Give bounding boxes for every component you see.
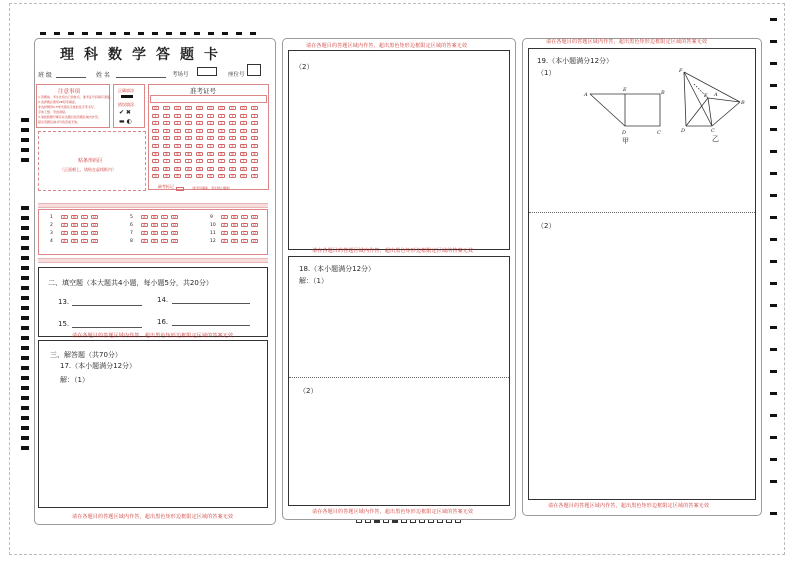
solve-heading: 三、解答题（共70分）	[50, 351, 122, 359]
jia-label-d: D	[622, 130, 627, 136]
jia-label-a: A	[584, 92, 588, 98]
choice-option-bubble[interactable]: C	[161, 215, 168, 219]
warning-right-bottom: 请在各题目的答题区域内作答，超出黑色矩形边框限定区域的答案无效	[548, 503, 710, 509]
choice-row	[130, 213, 178, 221]
ticket-digit-bubble[interactable]: 6	[240, 152, 247, 156]
yi-label-a: A	[714, 92, 718, 98]
q19-divider	[529, 212, 755, 213]
choice-option-bubble[interactable]: A	[141, 231, 148, 235]
choice-option-bubble[interactable]: D	[251, 231, 258, 235]
ticket-digit-bubble[interactable]: 1	[196, 114, 203, 118]
ticket-digit-bubble[interactable]: 3	[240, 129, 247, 133]
ticket-digit-bubble[interactable]: 7	[152, 159, 159, 163]
ticket-digit-bubble[interactable]: 8	[196, 167, 203, 171]
choice-option-bubble[interactable]: A	[61, 231, 68, 235]
ticket-digit-bubble[interactable]: 3	[229, 129, 236, 133]
ticket-digit-bubble[interactable]: 2	[251, 121, 258, 125]
choice-number: 1	[50, 214, 53, 220]
ticket-digit-bubble[interactable]: 0	[152, 106, 159, 110]
choice-option-bubble[interactable]: C	[241, 231, 248, 235]
ticket-digit-bubble[interactable]: 9	[251, 174, 258, 178]
choice-option-bubble[interactable]: A	[61, 215, 68, 219]
ticket-title: 准考证号	[190, 87, 216, 95]
ticket-digit-bubble[interactable]: 7	[229, 159, 236, 163]
class-field[interactable]	[56, 77, 86, 78]
choice-option-bubble[interactable]: C	[241, 223, 248, 227]
choice-number: 6	[130, 222, 133, 228]
seat-no-box[interactable]	[247, 64, 261, 76]
ticket-digit-bubble[interactable]: 9	[240, 174, 247, 178]
correct-fill-mark	[121, 95, 133, 98]
mid-part2-label: （2）	[295, 63, 314, 71]
page-title: 理科数学答题卡	[60, 47, 228, 63]
choice-option-bubble[interactable]: C	[161, 231, 168, 235]
choice-option-bubble[interactable]: B	[71, 215, 78, 219]
ticket-digit-bubble[interactable]: 9	[163, 174, 170, 178]
choice-number: 8	[130, 238, 133, 244]
choice-group-2	[130, 213, 178, 245]
ticket-digit-bubble[interactable]: 1	[207, 114, 214, 118]
choice-option-bubble[interactable]: B	[231, 231, 238, 235]
absent-note: （监考员填涂，考生禁止填涂）	[190, 186, 233, 190]
ticket-digit-bubble[interactable]: 8	[185, 167, 192, 171]
figure-yi-label: 乙	[712, 135, 719, 143]
ticket-digit-bubble[interactable]: 4	[207, 136, 214, 140]
choice-option-bubble[interactable]: D	[91, 239, 98, 243]
notes-line-4: 字体工整，笔迹清楚。	[38, 110, 69, 114]
choice-row	[130, 237, 178, 245]
ticket-digit-bubble[interactable]: 9	[207, 174, 214, 178]
ticket-digit-bubble[interactable]: 8	[152, 167, 159, 171]
ticket-digit-bubble[interactable]: 5	[207, 144, 214, 148]
choice-option-bubble[interactable]: A	[61, 223, 68, 227]
jia-label-c: C	[657, 130, 661, 136]
choice-row	[130, 221, 178, 229]
ticket-digit-bubble[interactable]: 7	[240, 159, 247, 163]
choice-row	[130, 229, 178, 237]
ticket-digit-bubble[interactable]: 0	[240, 106, 247, 110]
ticket-digit-bubble[interactable]: 0	[207, 106, 214, 110]
choice-row	[210, 221, 258, 229]
warning-mid-top: 请在各题目的答题区域内作答，超出黑色矩形边框限定区域的答案无效	[306, 43, 468, 49]
wrong-fill-icons-2: ▬ ◐	[119, 118, 132, 125]
notes-line-1: 1.答题前，考生先将自己的姓名、准考证号码填写清楚。	[38, 95, 113, 99]
ticket-digit-bubble[interactable]: 7	[163, 159, 170, 163]
ticket-digit-bubble[interactable]: 7	[185, 159, 192, 163]
choice-row	[50, 237, 98, 245]
ticket-digit-bubble[interactable]: 1	[251, 114, 258, 118]
ticket-digit-bubble[interactable]: 2	[174, 121, 181, 125]
seat-no-label: 座位号	[228, 72, 245, 78]
q19-title: 19.（本小题满分12分）	[537, 57, 614, 65]
choice-option-bubble[interactable]: C	[241, 215, 248, 219]
absent-label: 缺考标记	[158, 184, 174, 189]
ticket-digit-bubble[interactable]: 1	[185, 114, 192, 118]
choice-group-3	[210, 213, 258, 245]
jia-label-e: E	[623, 87, 627, 93]
ticket-digit-bubble[interactable]: 5	[229, 144, 236, 148]
choice-option-bubble[interactable]: A	[141, 215, 148, 219]
ticket-digit-bubble[interactable]: 1	[163, 114, 170, 118]
blank-13-line[interactable]	[72, 305, 142, 306]
ticket-digit-bubble[interactable]: 3	[163, 129, 170, 133]
ticket-digit-bubble[interactable]: 4	[163, 136, 170, 140]
yi-label-d: D	[681, 128, 686, 134]
choice-number: 5	[130, 214, 133, 220]
choice-option-bubble[interactable]: A	[221, 239, 228, 243]
choice-option-bubble[interactable]: C	[161, 223, 168, 227]
ticket-digit-bubble[interactable]: 0	[229, 106, 236, 110]
absent-bubble[interactable]	[176, 187, 184, 191]
ticket-digit-bubble[interactable]: 7	[174, 159, 181, 163]
ticket-digit-bubble[interactable]: 3	[174, 129, 181, 133]
ticket-digit-bubble[interactable]: 2	[196, 121, 203, 125]
ticket-digit-bubble[interactable]: 4	[185, 136, 192, 140]
ticket-digit-bubble[interactable]: 6	[218, 152, 225, 156]
ticket-digit-bubble[interactable]: 2	[152, 121, 159, 125]
q19-part1: （1）	[537, 69, 556, 77]
barcode-title: 贴条形码区	[78, 158, 104, 164]
ticket-digit-bubble[interactable]: 4	[240, 136, 247, 140]
choice-option-bubble[interactable]: D	[171, 215, 178, 219]
choice-option-bubble[interactable]: D	[251, 239, 258, 243]
choice-row	[50, 221, 98, 229]
ticket-digit-bubble[interactable]: 5	[251, 144, 258, 148]
choice-option-bubble[interactable]: A	[61, 239, 68, 243]
ticket-digit-bubble[interactable]: 1	[152, 114, 159, 118]
fill-sample-title: 正确填涂	[118, 88, 134, 93]
ticket-digit-bubble[interactable]: 8	[251, 167, 258, 171]
ticket-digit-bubble[interactable]: 1	[240, 114, 247, 118]
yi-label-e: E	[704, 93, 708, 99]
ticket-digit-bubble[interactable]: 8	[218, 167, 225, 171]
ticket-digit-bubble[interactable]: 9	[229, 174, 236, 178]
q18-part2: （2）	[299, 387, 318, 395]
choice-option-bubble[interactable]: D	[251, 215, 258, 219]
choice-number: 3	[50, 230, 53, 236]
choice-option-bubble[interactable]: D	[171, 239, 178, 243]
figure-jia	[582, 82, 668, 136]
q19-part2: （2）	[537, 222, 556, 230]
ticket-digit-bubble[interactable]: 4	[218, 136, 225, 140]
choice-option-bubble[interactable]: A	[221, 223, 228, 227]
fill-sample-wrong: 错误填涂	[118, 102, 134, 107]
choice-option-bubble[interactable]: C	[81, 231, 88, 235]
choice-option-bubble[interactable]: D	[171, 223, 178, 227]
choice-option-bubble[interactable]: B	[231, 215, 238, 219]
ticket-digit-bubble[interactable]: 6	[163, 152, 170, 156]
ticket-digit-bubble[interactable]: 6	[185, 152, 192, 156]
ticket-digit-bubble[interactable]: 2	[163, 121, 170, 125]
notes-line-5: 3.请按照题号顺序在各题目的答题区域内作答，	[38, 115, 101, 119]
ticket-digit-bubble[interactable]: 9	[196, 174, 203, 178]
ticket-digit-bubble[interactable]: 6	[152, 152, 159, 156]
mid-q17-cont-box[interactable]	[288, 50, 510, 250]
choice-row	[210, 229, 258, 237]
choice-option-bubble[interactable]: D	[91, 223, 98, 227]
choice-option-bubble[interactable]: C	[81, 239, 88, 243]
choice-row	[50, 229, 98, 237]
warning-left-bottom: 请在各题目的答题区域内作答，超出黑色矩形边框限定区域的答案无效	[72, 514, 234, 520]
ticket-digit-bubble[interactable]: 9	[174, 174, 181, 178]
choice-number: 12	[210, 238, 216, 244]
ticket-digit-bubble[interactable]: 1	[229, 114, 236, 118]
q18-divider	[289, 377, 509, 378]
ticket-digit-bubble[interactable]: 2	[229, 121, 236, 125]
ticket-digit-bubble[interactable]: 5	[240, 144, 247, 148]
choices-bottom-bar	[38, 258, 268, 263]
blank-14-label: 14.	[157, 296, 169, 304]
choice-option-bubble[interactable]: B	[231, 223, 238, 227]
ticket-digit-bubble[interactable]: 4	[152, 136, 159, 140]
ticket-digit-bubble[interactable]: 6	[174, 152, 181, 156]
ticket-digit-bubble[interactable]: 5	[218, 144, 225, 148]
blank-16-label: 16.	[157, 318, 169, 326]
choice-number: 9	[210, 214, 213, 220]
ticket-digit-bubble[interactable]: 0	[251, 106, 258, 110]
ticket-digit-bubble[interactable]: 4	[174, 136, 181, 140]
exam-no-box[interactable]	[197, 67, 217, 76]
ticket-digit-bubble[interactable]: 7	[251, 159, 258, 163]
ticket-digit-bubble[interactable]: 0	[196, 106, 203, 110]
choice-row	[210, 213, 258, 221]
choice-row	[210, 237, 258, 245]
q18-title: 18.（本小题满分12分）	[299, 265, 376, 273]
ticket-digit-bubble[interactable]: 2	[240, 121, 247, 125]
ticket-digit-bubble[interactable]: 2	[207, 121, 214, 125]
q17-start: 解：（1）	[60, 376, 89, 384]
blank-15-label: 15.	[58, 320, 70, 328]
choice-option-bubble[interactable]: B	[231, 239, 238, 243]
choice-option-bubble[interactable]: B	[71, 223, 78, 227]
ticket-columns	[150, 95, 267, 103]
choice-option-bubble[interactable]: A	[221, 231, 228, 235]
ticket-digit-bubble[interactable]: 0	[163, 106, 170, 110]
ticket-digit-bubble[interactable]: 5	[152, 144, 159, 148]
ticket-digit-bubble[interactable]: 8	[174, 167, 181, 171]
ticket-digit-bubble[interactable]: 3	[207, 129, 214, 133]
ticket-digit-bubble[interactable]: 4	[229, 136, 236, 140]
ticket-digit-bubble[interactable]: 9	[152, 174, 159, 178]
yi-label-f: F	[679, 68, 683, 74]
choice-option-bubble[interactable]: B	[71, 231, 78, 235]
ticket-digit-bubble[interactable]: 9	[185, 174, 192, 178]
wrong-fill-icons: ✔ ✖	[119, 109, 131, 116]
q17-title: 17.（本小题满分12分）	[60, 362, 137, 370]
choice-option-bubble[interactable]: B	[151, 223, 158, 227]
choice-option-bubble[interactable]: C	[161, 239, 168, 243]
ticket-digit-bubble[interactable]: 3	[196, 129, 203, 133]
blank-13-label: 13.	[58, 298, 70, 306]
ticket-digit-bubble[interactable]: 4	[196, 136, 203, 140]
ticket-digit-bubble[interactable]: 6	[196, 152, 203, 156]
figure-jia-label: 甲	[622, 137, 629, 145]
choice-option-bubble[interactable]: B	[151, 215, 158, 219]
ticket-digit-bubble[interactable]: 8	[163, 167, 170, 171]
notes-line-2: 2.选择题必须用2B铅笔填涂，	[38, 100, 78, 104]
ticket-digit-bubble[interactable]: 2	[218, 121, 225, 125]
ticket-digit-bubble[interactable]: 7	[207, 159, 214, 163]
choice-option-bubble[interactable]: A	[221, 215, 228, 219]
exam-no-label: 考场号	[172, 72, 189, 78]
choice-number: 7	[130, 230, 133, 236]
ticket-digit-bubble[interactable]: 7	[196, 159, 203, 163]
ticket-digit-bubble[interactable]: 5	[174, 144, 181, 148]
blank-14-line[interactable]	[172, 303, 250, 304]
q18-answer-box[interactable]	[288, 256, 510, 506]
ticket-digit-bubble[interactable]: 3	[218, 129, 225, 133]
ticket-digit-bubble[interactable]: 0	[185, 106, 192, 110]
ticket-digit-bubble[interactable]: 5	[196, 144, 203, 148]
choice-option-bubble[interactable]: D	[91, 231, 98, 235]
yi-label-c: C	[711, 128, 715, 134]
choices-top-bar	[38, 203, 268, 208]
choice-option-bubble[interactable]: A	[141, 239, 148, 243]
ticket-digit-bubble[interactable]: 6	[251, 152, 258, 156]
yi-label-b: B	[741, 100, 745, 106]
ticket-digit-bubble[interactable]: 3	[152, 129, 159, 133]
warning-right-top: 请在各题目的答题区域内作答，超出黑色矩形边框限定区域的答案无效	[546, 39, 708, 45]
blank-16-line[interactable]	[172, 325, 250, 326]
choice-option-bubble[interactable]: D	[91, 215, 98, 219]
ticket-digit-bubble[interactable]: 5	[185, 144, 192, 148]
ticket-digit-bubble[interactable]: 1	[174, 114, 181, 118]
choice-option-bubble[interactable]: D	[171, 231, 178, 235]
choice-number: 11	[210, 230, 216, 236]
choice-row	[50, 213, 98, 221]
choice-group-1	[50, 213, 98, 245]
choice-option-bubble[interactable]: C	[81, 223, 88, 227]
notes-title: 注意事项	[58, 89, 81, 95]
fill-blank-heading: 二、填空题（本大题共4小题，每小题5分，共20分）	[48, 279, 213, 287]
choice-option-bubble[interactable]: A	[141, 223, 148, 227]
choice-option-bubble[interactable]: B	[151, 239, 158, 243]
barcode-subtitle: （正面朝上，请贴在虚线框内）	[60, 167, 116, 172]
ticket-digit-bubble[interactable]: 3	[251, 129, 258, 133]
notes-line-6: 超出答题区域书写的答案无效。	[38, 120, 81, 124]
choice-option-bubble[interactable]: C	[81, 215, 88, 219]
blank-15-line[interactable]	[72, 327, 142, 328]
warning-mid-1: 请在各题目的答题区域内作答，超出黑色矩形边框限定区域的答案无效	[312, 248, 474, 254]
ticket-digit-bubble[interactable]: 8	[229, 167, 236, 171]
ticket-bubbles[interactable]	[152, 106, 262, 182]
choice-option-bubble[interactable]: B	[71, 239, 78, 243]
ticket-digit-bubble[interactable]: 0	[174, 106, 181, 110]
choice-option-bubble[interactable]: B	[151, 231, 158, 235]
choice-option-bubble[interactable]: C	[241, 239, 248, 243]
choice-option-bubble[interactable]: D	[251, 223, 258, 227]
jia-label-b: B	[661, 90, 665, 96]
ticket-digit-bubble[interactable]: 3	[185, 129, 192, 133]
warning-mid-bottom: 请在各题目的答题区域内作答，超出黑色矩形边框限定区域的答案无效	[312, 509, 474, 515]
name-label: 姓 名	[96, 72, 110, 79]
ticket-digit-bubble[interactable]: 8	[240, 167, 247, 171]
ticket-digit-bubble[interactable]: 6	[229, 152, 236, 156]
choice-number: 2	[50, 222, 53, 228]
ticket-digit-bubble[interactable]: 8	[207, 167, 214, 171]
q18-start: 解：（1）	[299, 277, 328, 285]
choice-number: 4	[50, 238, 53, 244]
ticket-digit-bubble[interactable]: 4	[251, 136, 258, 140]
ticket-digit-bubble[interactable]: 9	[218, 174, 225, 178]
figure-yi	[678, 66, 750, 134]
ticket-digit-bubble[interactable]: 0	[218, 106, 225, 110]
ticket-digit-bubble[interactable]: 6	[207, 152, 214, 156]
name-field[interactable]	[116, 77, 166, 78]
class-label: 班 级	[38, 72, 52, 79]
choice-number: 10	[210, 222, 216, 228]
ticket-digit-bubble[interactable]: 1	[218, 114, 225, 118]
warning-fill-blank: 请在各题目的答题区域内作答，超出黑色矩形边框限定区域的答案无效	[72, 333, 234, 339]
ticket-digit-bubble[interactable]: 7	[218, 159, 225, 163]
ticket-digit-bubble[interactable]: 5	[163, 144, 170, 148]
notes-line-3: 非选择题用0.5毫米黑色字迹的签字笔书写，	[38, 105, 97, 109]
ticket-digit-bubble[interactable]: 2	[185, 121, 192, 125]
